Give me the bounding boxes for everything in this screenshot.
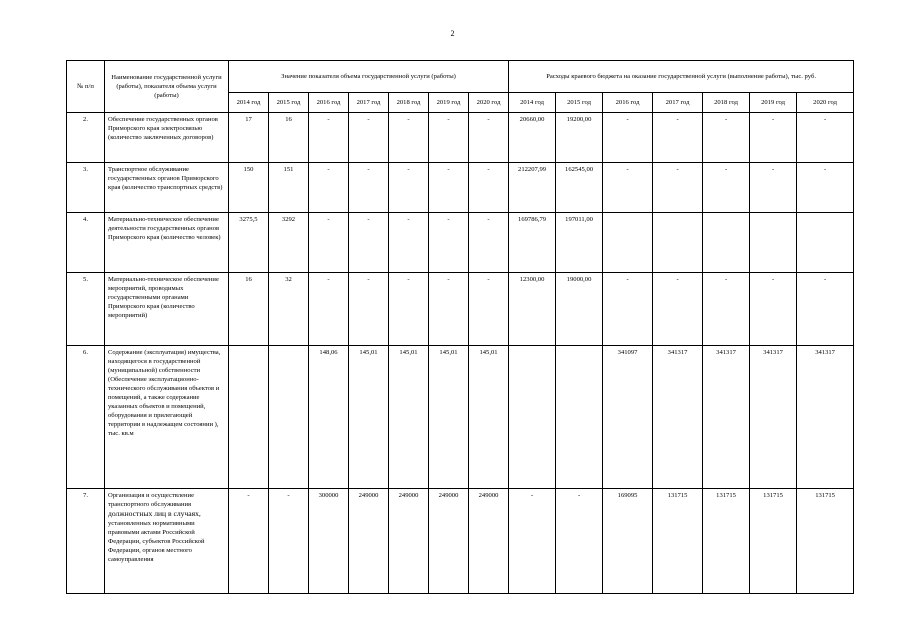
expense-value: 131715 — [750, 489, 797, 594]
indicator-value: - — [309, 273, 349, 346]
indicator-value: 145,01 — [429, 346, 469, 489]
expense-value: 131715 — [703, 489, 750, 594]
indicator-value: 249000 — [349, 489, 389, 594]
row-number: 3. — [67, 163, 105, 213]
indicator-value: 32 — [269, 273, 309, 346]
indicator-value: - — [469, 163, 509, 213]
expense-value: - — [750, 163, 797, 213]
expense-value: 212207,99 — [509, 163, 556, 213]
indicator-value: - — [309, 213, 349, 273]
expense-value: - — [703, 113, 750, 163]
expense-value — [703, 213, 750, 273]
indicator-value: 3292 — [269, 213, 309, 273]
expense-value: - — [556, 489, 603, 594]
header-year-expense: 2018 год — [703, 93, 750, 113]
table-row — [67, 346, 854, 489]
table-row — [67, 213, 854, 273]
expense-value: - — [603, 273, 653, 346]
expense-value: 162545,00 — [556, 163, 603, 213]
indicator-value: - — [429, 213, 469, 273]
table-row — [67, 113, 854, 163]
page-number: 2 — [450, 29, 455, 38]
expense-value: 169786,79 — [509, 213, 556, 273]
indicator-value: 151 — [269, 163, 309, 213]
service-name-part: должностных лиц в случаях, — [108, 509, 201, 518]
indicator-value: - — [389, 163, 429, 213]
expense-value — [750, 213, 797, 273]
header-year-expense: 2020 год — [797, 93, 854, 113]
row-number: 2. — [67, 113, 105, 163]
header-year-indicator: 2020 год — [469, 93, 509, 113]
header-indicator-group: Значение показателя объема государственной услуги (работы) — [229, 61, 509, 93]
expense-value: 19200,00 — [556, 113, 603, 163]
table-row — [67, 489, 854, 594]
indicator-value: 249000 — [469, 489, 509, 594]
expense-value: - — [797, 163, 854, 213]
indicator-value: 17 — [229, 113, 269, 163]
expense-value: 341317 — [653, 346, 703, 489]
indicator-value: - — [469, 213, 509, 273]
indicator-value: - — [349, 273, 389, 346]
indicator-value: - — [269, 489, 309, 594]
expense-value — [653, 213, 703, 273]
expense-value: 169095 — [603, 489, 653, 594]
indicator-value — [269, 346, 309, 489]
header-year-expense: 2016 год — [603, 93, 653, 113]
service-name: Материально-техническое обеспечение деятельности государственных органов Приморского края (количество человек) — [105, 213, 229, 273]
header-year-indicator: 2019 год — [429, 93, 469, 113]
indicator-value: - — [429, 113, 469, 163]
header-year-indicator: 2014 год — [229, 93, 269, 113]
indicator-value: - — [389, 273, 429, 346]
expense-value: 341317 — [703, 346, 750, 489]
indicator-value: - — [389, 113, 429, 163]
row-number: 7. — [67, 489, 105, 594]
expense-value: 12300,00 — [509, 273, 556, 346]
header-year-indicator: 2016 год — [309, 93, 349, 113]
expense-value — [797, 213, 854, 273]
header-num: № п/п — [67, 61, 105, 113]
indicator-value: - — [349, 213, 389, 273]
header-year-expense: 2017 год — [653, 93, 703, 113]
table-row — [67, 273, 854, 346]
header-year-expense: 2015 год — [556, 93, 603, 113]
expense-value: 341097 — [603, 346, 653, 489]
indicator-value — [229, 346, 269, 489]
row-number: 4. — [67, 213, 105, 273]
service-name-part: Организация и осуществление транспортного обслуживания — [108, 492, 194, 508]
indicator-value: 249000 — [429, 489, 469, 594]
indicator-value: 16 — [269, 113, 309, 163]
header-year-indicator: 2018 год — [389, 93, 429, 113]
expense-value: 19000,00 — [556, 273, 603, 346]
indicator-value: 148,06 — [309, 346, 349, 489]
indicator-value: 3275,5 — [229, 213, 269, 273]
indicator-value: - — [389, 213, 429, 273]
service-name-part: установленных нормативными правовыми актами Российской Федерации, субъектов Российской Федерации, органов местного самоуправления — [108, 520, 205, 563]
table-row — [67, 163, 854, 213]
expense-value: 131715 — [653, 489, 703, 594]
service-name: Обеспечение государственных органов Приморского края электросвязью (количество заключенных договоров) — [105, 113, 229, 163]
indicator-value: 145,01 — [469, 346, 509, 489]
expense-value: - — [653, 163, 703, 213]
service-name — [105, 489, 229, 594]
expense-value — [556, 346, 603, 489]
indicator-value: 150 — [229, 163, 269, 213]
expense-value: - — [703, 163, 750, 213]
expense-value: - — [653, 113, 703, 163]
header-year-indicator: 2017 год — [349, 93, 389, 113]
expense-value: 197011,00 — [556, 213, 603, 273]
expense-value: - — [750, 273, 797, 346]
expense-value: - — [653, 273, 703, 346]
indicator-value: 16 — [229, 273, 269, 346]
indicator-value: - — [429, 163, 469, 213]
expense-value — [509, 346, 556, 489]
indicator-value: - — [349, 163, 389, 213]
expense-value: - — [797, 273, 854, 346]
row-number: 5. — [67, 273, 105, 346]
indicator-value: - — [309, 113, 349, 163]
indicator-value: 145,01 — [389, 346, 429, 489]
header-year-expense: 2014 год — [509, 93, 556, 113]
expense-value: - — [750, 113, 797, 163]
service-name: Материально-техническое обеспечение мероприятий, проводимых государственными органами Приморского края (количество мероприятий) — [105, 273, 229, 346]
expense-value: 20660,00 — [509, 113, 556, 163]
expense-value: 341317 — [750, 346, 797, 489]
header-name: Наименование государственной услуги (работы), показателя объема услуги (работы) — [105, 61, 229, 113]
header-expense-group: Расходы краевого бюджета на оказание государственной услуги (выполнение работы), тыс. руб. — [509, 61, 854, 93]
indicator-value: - — [429, 273, 469, 346]
expense-value: - — [603, 113, 653, 163]
indicator-value: - — [229, 489, 269, 594]
indicator-value: - — [469, 113, 509, 163]
expense-value — [603, 213, 653, 273]
expense-value: - — [797, 113, 854, 163]
expense-value: 131715 — [797, 489, 854, 594]
indicator-value: 300000 — [309, 489, 349, 594]
expense-value: - — [509, 489, 556, 594]
indicator-value: - — [469, 273, 509, 346]
header-year-indicator: 2015 год — [269, 93, 309, 113]
expense-value: - — [603, 163, 653, 213]
indicator-value: 249000 — [389, 489, 429, 594]
expense-value: 341317 — [797, 346, 854, 489]
indicator-value: - — [349, 113, 389, 163]
row-number: 6. — [67, 346, 105, 489]
indicator-value: 145,01 — [349, 346, 389, 489]
header-year-expense: 2019 год — [750, 93, 797, 113]
indicator-value: - — [309, 163, 349, 213]
service-name: Содержание (эксплуатация) имущества, находящегося в государственной (муниципальной) собственности (Обеспечение эксплуатационно-технического обслуживания объектов и помещений, а также содержание указанных объектов и помещений, оборудования и прилегающей территории в надлежащем состоянии ), тыс. кв.м — [105, 346, 229, 489]
expense-value: - — [703, 273, 750, 346]
services-table — [66, 60, 854, 594]
service-name: Транспортное обслуживание государственных органов Приморского края (количество транспортных средств) — [105, 163, 229, 213]
